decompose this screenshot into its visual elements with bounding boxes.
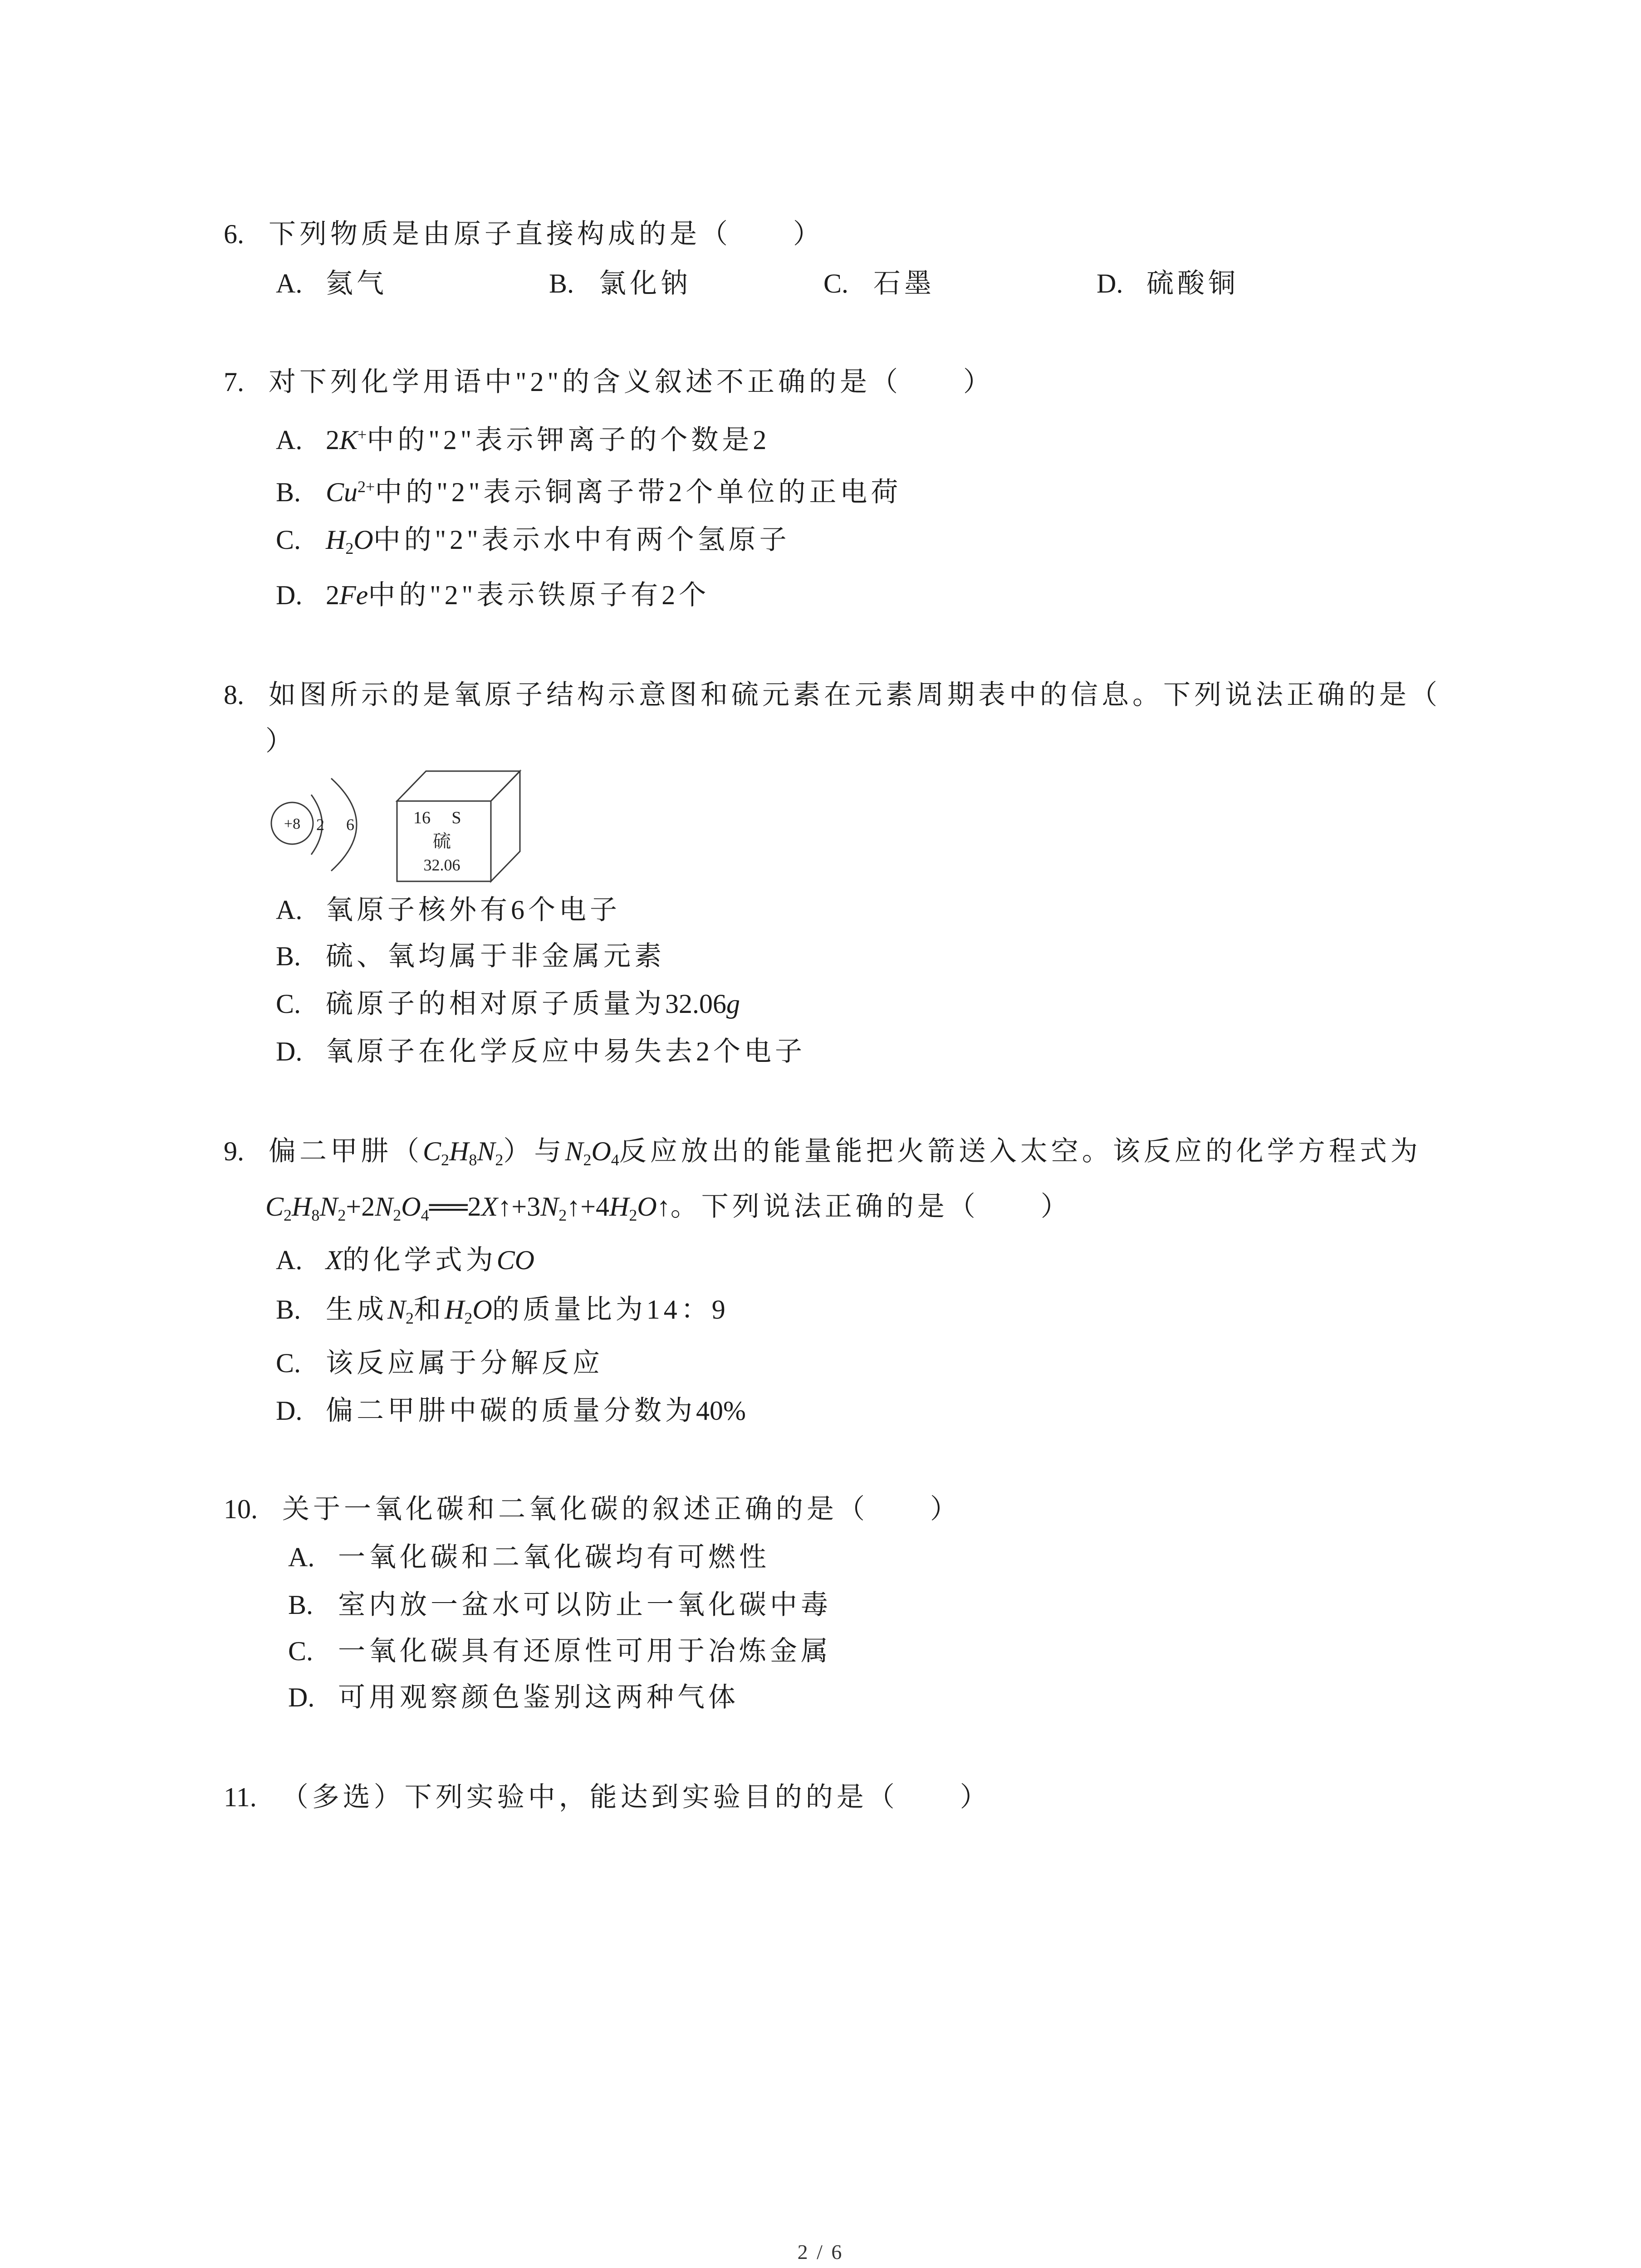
text-run: 32.06 — [665, 989, 726, 1019]
text-run: 的质量比为14：9 — [492, 1295, 729, 1325]
formula-symbol: N — [540, 1192, 559, 1222]
question-number: 10. — [224, 1494, 258, 1524]
relative-atomic-mass: 32.06 — [423, 856, 460, 874]
text-run: 中的"2"表示钾离子的个数是2 — [367, 425, 770, 455]
formula-symbol: N — [319, 1192, 338, 1222]
text-run: ↑ — [656, 1192, 671, 1222]
q11-stem — [224, 1779, 991, 1815]
text-run: 2 — [326, 425, 339, 455]
text-run: 的化学式为 — [342, 1245, 497, 1275]
question-text — [269, 1136, 1421, 1169]
formula-symbol: H — [449, 1136, 469, 1166]
cell-side-face — [491, 771, 520, 881]
formula-symbol: O — [401, 1192, 421, 1222]
formula-symbol: O — [591, 1136, 611, 1166]
option-label: C. — [276, 989, 301, 1019]
subscript: 4 — [611, 1150, 619, 1169]
text-run: 中的"2"表示铁原子有2个 — [368, 580, 710, 610]
text-run: 2 — [326, 580, 339, 610]
option-text — [326, 1396, 746, 1426]
option-text — [326, 269, 387, 298]
option-text — [326, 1348, 603, 1378]
text-run: 偏二甲肼（ — [269, 1136, 423, 1166]
option-label: C. — [288, 1636, 314, 1666]
formula-symbol: O — [637, 1192, 657, 1222]
q8-option-c — [276, 986, 740, 1022]
text-run: 中的"2"表示铜离子带2个单位的正电荷 — [375, 477, 902, 507]
formula-symbol: H — [609, 1192, 629, 1222]
atomic-number: 16 — [413, 808, 431, 827]
option-label: A. — [276, 425, 303, 455]
text-run: 氧原子核外有6个电子 — [326, 895, 621, 925]
formula-symbol: N — [477, 1136, 495, 1166]
formula-symbol: O — [353, 525, 373, 555]
subscript: 8 — [311, 1206, 320, 1224]
option-text — [326, 989, 740, 1019]
option-label: D. — [276, 1396, 303, 1426]
option-label: D. — [276, 1036, 303, 1066]
q6-option-a — [276, 265, 387, 302]
question-number: 7. — [224, 367, 244, 397]
option-text — [338, 1682, 739, 1712]
question-text — [269, 219, 824, 249]
text-run: 氦气 — [326, 269, 387, 298]
q7-option-c — [276, 522, 790, 558]
option-text — [326, 1245, 534, 1275]
q8-option-d — [276, 1033, 806, 1070]
subscript: 2 — [495, 1150, 504, 1169]
element-symbol: S — [451, 808, 461, 827]
q9-option-c — [276, 1345, 603, 1381]
text-run: 对下列化学用语中"2"的含义叙述不正确的是（ ） — [269, 367, 994, 397]
option-text — [1146, 269, 1239, 298]
subscript: 2 — [583, 1150, 592, 1169]
oxygen-atom-structure-diagram — [271, 778, 357, 871]
option-label: B. — [276, 941, 301, 971]
q6-option-d — [1097, 265, 1239, 302]
option-label: B. — [549, 269, 574, 298]
text-run: 反应放出的能量能把火箭送入太空。该反应的化学方程式为 — [619, 1136, 1421, 1166]
option-label: B. — [288, 1590, 314, 1620]
q9-stem-line-2 — [265, 1188, 1072, 1225]
question-text — [281, 1782, 991, 1812]
option-text — [873, 269, 935, 298]
superscript: 2+ — [358, 478, 375, 496]
q10-option-b — [288, 1587, 832, 1623]
shell-1-electron-count: 2 — [316, 816, 324, 834]
option-label: D. — [288, 1682, 315, 1712]
option-label: A. — [276, 895, 303, 925]
question-text — [282, 1494, 961, 1524]
text-run: ══2 — [429, 1192, 481, 1222]
formula-symbol: CO — [496, 1245, 535, 1275]
question-number: 8. — [224, 680, 244, 710]
question-number: 11. — [224, 1782, 257, 1812]
text-run: 可用观察颜色鉴别这两种气体 — [338, 1682, 739, 1712]
subscript: 2 — [629, 1206, 637, 1224]
text-run: ）与 — [503, 1136, 565, 1166]
formula-symbol: H — [326, 525, 346, 555]
option-label: C. — [823, 269, 849, 298]
q9-option-b — [276, 1291, 729, 1328]
formula-symbol: g — [726, 989, 740, 1019]
q10-option-d — [288, 1679, 739, 1716]
q9-option-a — [276, 1242, 534, 1278]
question-text — [269, 367, 994, 397]
q7-option-d — [276, 577, 710, 613]
option-label: A. — [276, 269, 303, 298]
option-text — [326, 1036, 806, 1066]
option-text — [326, 425, 770, 455]
formula-symbol: C — [265, 1192, 284, 1222]
text-run: 一氧化碳具有还原性可用于冶炼金属 — [338, 1636, 832, 1666]
text-run: 硫酸铜 — [1146, 269, 1239, 298]
formula-symbol: Cu — [326, 477, 358, 507]
option-text — [338, 1542, 770, 1572]
formula-symbol: Fe — [339, 580, 368, 610]
q6-option-b — [549, 265, 691, 302]
option-label: D. — [1097, 269, 1123, 298]
option-text — [599, 269, 691, 298]
text-run: ↑+3 — [498, 1192, 541, 1222]
formula-symbol: H — [445, 1295, 465, 1325]
sulfur-periodic-table-cell — [397, 771, 520, 881]
q7-option-b — [276, 474, 901, 510]
formula-symbol: X — [481, 1192, 498, 1222]
text-run: 关于一氧化碳和二氧化碳的叙述正确的是（ ） — [282, 1494, 961, 1524]
text-run: 石墨 — [873, 269, 935, 298]
text-run: 一氧化碳和二氧化碳均有可燃性 — [338, 1542, 770, 1572]
subscript: 8 — [469, 1150, 477, 1169]
subscript: 2 — [406, 1309, 414, 1327]
text-run: 偏二甲肼中碳的质量分数为 — [326, 1396, 696, 1426]
text-run: 室内放一盆水可以防止一氧化碳中毒 — [338, 1590, 832, 1620]
option-label: D. — [276, 580, 303, 610]
cell-top-face — [397, 771, 520, 801]
text-run: 。下列说法正确的是（ ） — [670, 1192, 1072, 1222]
superscript: + — [358, 425, 367, 444]
subscript: 2 — [338, 1206, 346, 1224]
option-label: A. — [276, 1245, 303, 1275]
q8-option-b — [276, 938, 665, 974]
formula-symbol: C — [423, 1136, 441, 1166]
subscript: 2 — [464, 1309, 473, 1327]
chemical-equation — [265, 1192, 1072, 1222]
subscript: 4 — [421, 1206, 429, 1224]
formula-symbol: K — [339, 425, 358, 455]
nuclear-charge: +8 — [284, 816, 301, 832]
text-run: 如图所示的是氧原子结构示意图和硫元素在元素周期表中的信息。下列说法正确的是（ — [269, 680, 1441, 710]
text-run: ） — [265, 726, 296, 756]
option-text — [338, 1590, 832, 1620]
text-run: 氧原子在化学反应中易失去2个电子 — [326, 1036, 806, 1066]
q10-option-a — [288, 1539, 770, 1575]
option-text — [326, 895, 621, 925]
text-run: （多选）下列实验中，能达到实验目的的是（ ） — [281, 1782, 991, 1812]
q8-stem-line-2 — [265, 723, 296, 759]
q9-option-d — [276, 1393, 746, 1429]
text-run: 生成 — [326, 1295, 387, 1325]
text-run: 和 — [414, 1295, 445, 1325]
formula-symbol: O — [472, 1295, 492, 1325]
q8-figure — [254, 762, 535, 894]
q10-stem — [224, 1491, 961, 1527]
subscript: 2 — [558, 1206, 567, 1224]
option-text — [338, 1636, 832, 1666]
q10-option-c — [288, 1633, 832, 1669]
formula-symbol: X — [326, 1245, 343, 1275]
element-name: 硫 — [433, 831, 451, 851]
subscript: 2 — [345, 539, 354, 557]
q8-option-a — [276, 892, 621, 928]
text-run: 该反应属于分解反应 — [326, 1348, 603, 1378]
q7-stem — [224, 364, 994, 400]
q6-option-c — [823, 265, 935, 302]
question-text — [265, 726, 296, 756]
option-label: A. — [288, 1542, 315, 1572]
subscript: 2 — [284, 1206, 292, 1224]
option-text — [326, 477, 901, 507]
text-run: 中的"2"表示水中有两个氢原子 — [373, 525, 790, 555]
q9-stem-line-1 — [224, 1133, 1421, 1169]
text-run: +2 — [346, 1192, 375, 1222]
q6-stem — [224, 216, 824, 252]
shell-2-electron-count: 6 — [346, 816, 354, 834]
page-number: 2 / 6 — [797, 2240, 844, 2263]
text-run: 40% — [696, 1396, 746, 1426]
question-number: 9. — [224, 1136, 244, 1166]
formula-symbol: N — [375, 1192, 393, 1222]
text-run: 硫原子的相对原子质量为 — [326, 989, 665, 1019]
q8-stem-line-1 — [224, 677, 1441, 713]
formula-symbol: N — [565, 1136, 583, 1166]
q7-option-a — [276, 422, 770, 458]
text-run: ↑+4 — [567, 1192, 610, 1222]
option-label: C. — [276, 525, 301, 555]
formula-symbol: H — [292, 1192, 312, 1222]
option-label: B. — [276, 1295, 301, 1325]
subscript: 2 — [393, 1206, 402, 1224]
option-text — [326, 1295, 729, 1325]
option-text — [326, 941, 665, 971]
option-text — [326, 525, 790, 555]
text-run: 氯化钠 — [599, 269, 691, 298]
question-text — [269, 680, 1441, 710]
option-text — [326, 580, 710, 610]
question-number: 6. — [224, 219, 244, 249]
text-run: 硫、氧均属于非金属元素 — [326, 941, 665, 971]
option-label: C. — [276, 1348, 301, 1378]
subscript: 2 — [441, 1150, 450, 1169]
formula-symbol: N — [387, 1295, 406, 1325]
text-run: 下列物质是由原子直接构成的是（ ） — [269, 219, 824, 249]
option-label: B. — [276, 477, 301, 507]
